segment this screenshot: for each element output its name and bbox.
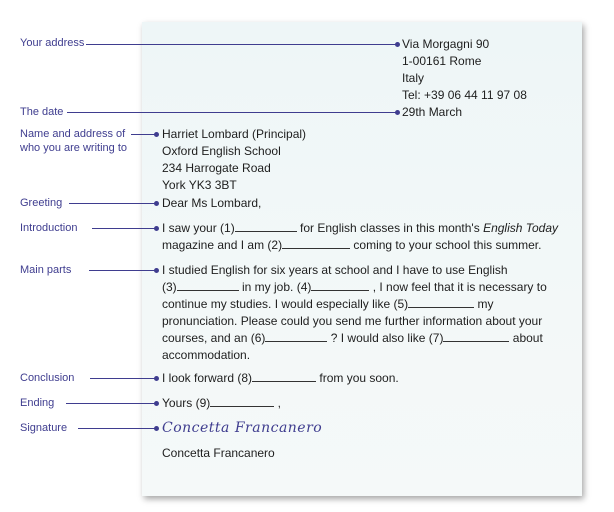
main-text: , I now feel that it is necessary to xyxy=(369,280,547,294)
main-text: ? I would also like (7) xyxy=(327,331,444,345)
label-greeting: Greeting xyxy=(20,197,63,209)
connector-ending xyxy=(66,403,155,404)
connector-conclusion xyxy=(90,378,155,379)
conclusion-text: I look forward (8) xyxy=(162,371,253,385)
connector-greeting xyxy=(69,203,155,204)
main-line-5 xyxy=(162,330,543,347)
main-text: about xyxy=(509,331,543,345)
label-address: Your address xyxy=(20,37,85,49)
intro-text: magazine and I am (2) xyxy=(162,238,283,252)
bullet-dot xyxy=(154,268,159,273)
sender-phone: Tel: +39 06 44 11 97 08 xyxy=(402,88,527,102)
label-recipient-line-1: Name and address of xyxy=(20,128,126,140)
label-date: The date xyxy=(20,106,64,118)
label-introduction: Introduction xyxy=(20,222,78,234)
gap-8-blank[interactable] xyxy=(252,370,316,382)
ending-text: , xyxy=(274,396,281,410)
recipient-line: Harriet Lombard (Principal) xyxy=(162,127,307,141)
connector-signature xyxy=(78,428,155,429)
gap-2-blank[interactable] xyxy=(282,237,350,249)
greeting: Dear Ms Lombard, xyxy=(162,196,262,210)
gap-4-blank[interactable] xyxy=(311,279,369,291)
main-line-2 xyxy=(162,279,547,296)
main-text: (3) xyxy=(162,280,177,294)
intro-line-1 xyxy=(162,220,558,237)
bullet-dot xyxy=(154,376,159,381)
gap-3-blank[interactable] xyxy=(177,279,239,291)
printed-name: Concetta Francanero xyxy=(162,446,275,460)
handwritten-signature: Concetta Francanero xyxy=(162,420,323,436)
bullet-dot xyxy=(395,42,400,47)
main-line-4: pronunciation. Please could you send me further information about your xyxy=(162,314,543,328)
sender-address-line: Italy xyxy=(402,71,425,85)
label-recipient-line-2: who you are writing to xyxy=(20,142,127,154)
main-text: courses, and an (6) xyxy=(162,331,266,345)
sender-address-line: 1-00161 Rome xyxy=(402,54,482,68)
bullet-dot xyxy=(154,401,159,406)
connector-date xyxy=(67,112,396,113)
ending-text: Yours (9) xyxy=(162,396,211,410)
label-signature: Signature xyxy=(20,422,68,434)
bullet-dot xyxy=(154,201,159,206)
gap-1-blank[interactable] xyxy=(235,220,297,232)
recipient-line: Oxford English School xyxy=(162,144,281,158)
gap-9-blank[interactable] xyxy=(210,395,274,407)
label-main-parts: Main parts xyxy=(20,264,72,276)
main-line-3 xyxy=(162,296,493,313)
main-line-1: I studied English for six years at school and I have to use English xyxy=(162,263,508,277)
bullet-dot xyxy=(395,110,400,115)
connector-main-parts xyxy=(89,270,155,271)
conclusion-line xyxy=(162,370,399,387)
main-line-6: accommodation. xyxy=(162,348,251,362)
recipient-line: York YK3 3BT xyxy=(162,178,237,192)
magazine-title: English Today xyxy=(483,221,559,235)
intro-text: I saw your (1) xyxy=(162,221,235,235)
conclusion-text: from you soon. xyxy=(316,371,399,385)
connector-introduction xyxy=(92,228,155,229)
gap-7-blank[interactable] xyxy=(443,330,509,342)
gap-6-blank[interactable] xyxy=(265,330,327,342)
intro-line-2 xyxy=(162,237,541,254)
bullet-dot xyxy=(154,132,159,137)
intro-text: coming to your school this summer. xyxy=(350,238,542,252)
main-text: continue my studies. I would especially like (5) xyxy=(162,297,409,311)
letter-date: 29th March xyxy=(402,105,463,119)
connector-recipient xyxy=(131,134,155,135)
recipient-line: 234 Harrogate Road xyxy=(162,161,271,175)
sender-address-line: Via Morgagni 90 xyxy=(402,37,490,51)
label-ending: Ending xyxy=(20,397,55,409)
main-text: my xyxy=(474,297,494,311)
bullet-dot xyxy=(154,426,159,431)
intro-text: for English classes in this month's xyxy=(296,221,484,235)
main-text: in my job. (4) xyxy=(238,280,312,294)
label-conclusion: Conclusion xyxy=(20,372,75,384)
connector-address xyxy=(86,44,396,45)
gap-5-blank[interactable] xyxy=(408,296,474,308)
ending-line xyxy=(162,395,281,412)
bullet-dot xyxy=(154,226,159,231)
